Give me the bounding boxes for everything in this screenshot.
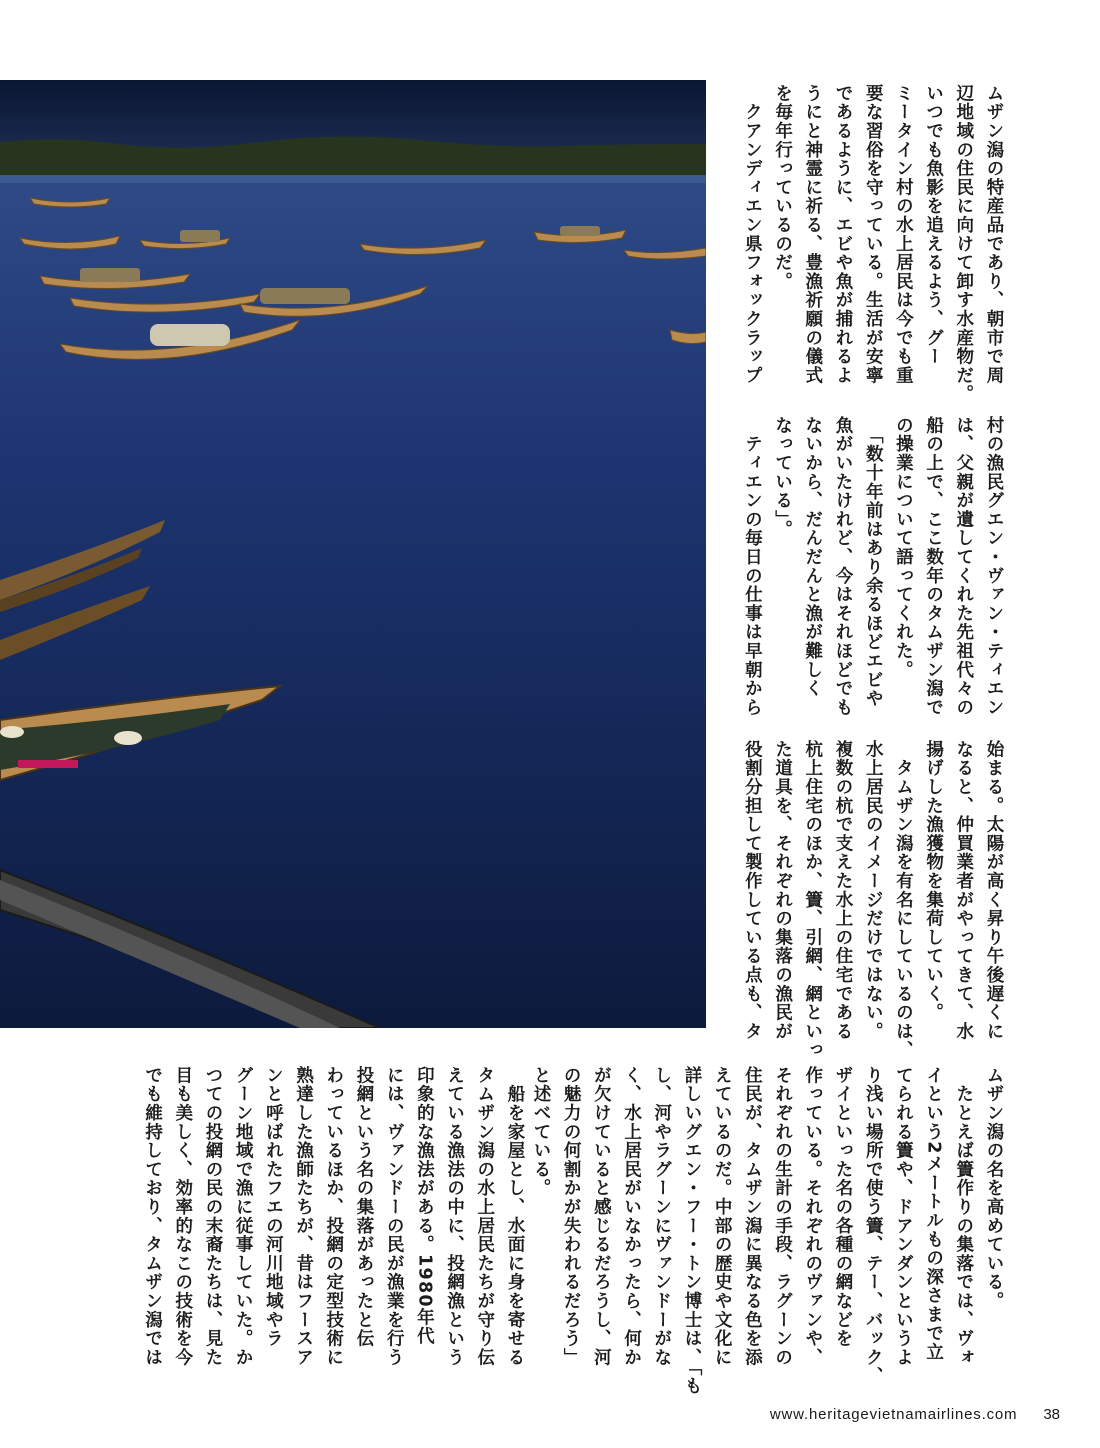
page-footer xyxy=(770,1406,1060,1423)
website-url[interactable]: www.heritagevietnamairlines.com xyxy=(769,1406,1018,1423)
article-column-2: 村の漁民グエン・ヴァン・ティエン は、父親が遺してくれた先祖代々の 船の上で、ここ数年のタムザン潟で の操業について語ってくれた。 「数十年前はあり余るほどエビや 魚がいたけれど、今はそれほどでも ないから、だんだんと漁が難しく なっている」。 ティエンの毎日の仕事は早朝から xyxy=(742,416,1004,717)
lagoon-photo-illustration xyxy=(0,80,706,1028)
article-column-1: ムザン潟の特産品であり、朝市で周 辺地域の住民に向けて卸す水産物だ。 いつでも魚影を追えるよう、グー ミータイン村の水上居民は今でも重 要な習俗を守っている。生活が安寧 であるように、エビや魚が捕れるよ うにと神霊に祈る、豊漁祈願の儀式 を毎年行っているのだ。 クアンディエン県フォックラップ xyxy=(742,84,1004,404)
article-column-3: 始まる。太陽が高く昇り午後遅くに なると、仲買業者がやってきて、水 揚げした漁獲物を集荷していく。 タムザン潟を有名にしているのは、 水上居民のイメージだけではない。 複数の杭で支えた水上の住宅である 杭上住宅のほか、簀、引網、網といっ た道具を、それぞれの集落の漁民が 役割分担して製作している点も、タ xyxy=(742,740,1004,1060)
article-column-5: 船を家屋とし、水面に身を寄せる タムザン潟の水上居民たちが守り伝 えている漁法の中に、投網漁という 印象的な漁法がある。1980年代 には、ヴァンドーの民が漁業を行う 投網という名の集落があったと伝 わっているほか、投網の定型技術に 熟達した漁師たちが、昔はフースア ンと呼ばれたフエの河川地域やラ グーン地域で漁に従事していた。か つての投網の民の末裔たちは、見た 目も美しく、効率的なこの技術を今 でも維持しており、タムザン潟では xyxy=(142,1066,525,1367)
red-cloth xyxy=(18,760,78,768)
lagoon-boats-photo xyxy=(0,80,706,1028)
article-column-4: ムザン潟の名を高めている。 たとえば簀作りの集落では、ヴォ イという2メートルもの深さまで立 てられる簀や、ドアンダンというよ り浅い場所で使う簀、テー、バック、 ザイといった名の各種の網などを 作っている。それぞれのヴァンや、 それぞれの生計の手段、ラグーンの 住民が、タムザン潟に異なる色を添 えているのだ。中部の歴史や文化に 詳しいグエン・フー・トン博士は、「も し、河やラグーンにヴァンドーがな く、水上居民がいなかったら、何か が欠けていると感じるだろうし、河 の魅力の何割かが失われるだろう」 と述べている。 xyxy=(530,1066,1004,1396)
page-number: 38 xyxy=(1043,1406,1060,1423)
